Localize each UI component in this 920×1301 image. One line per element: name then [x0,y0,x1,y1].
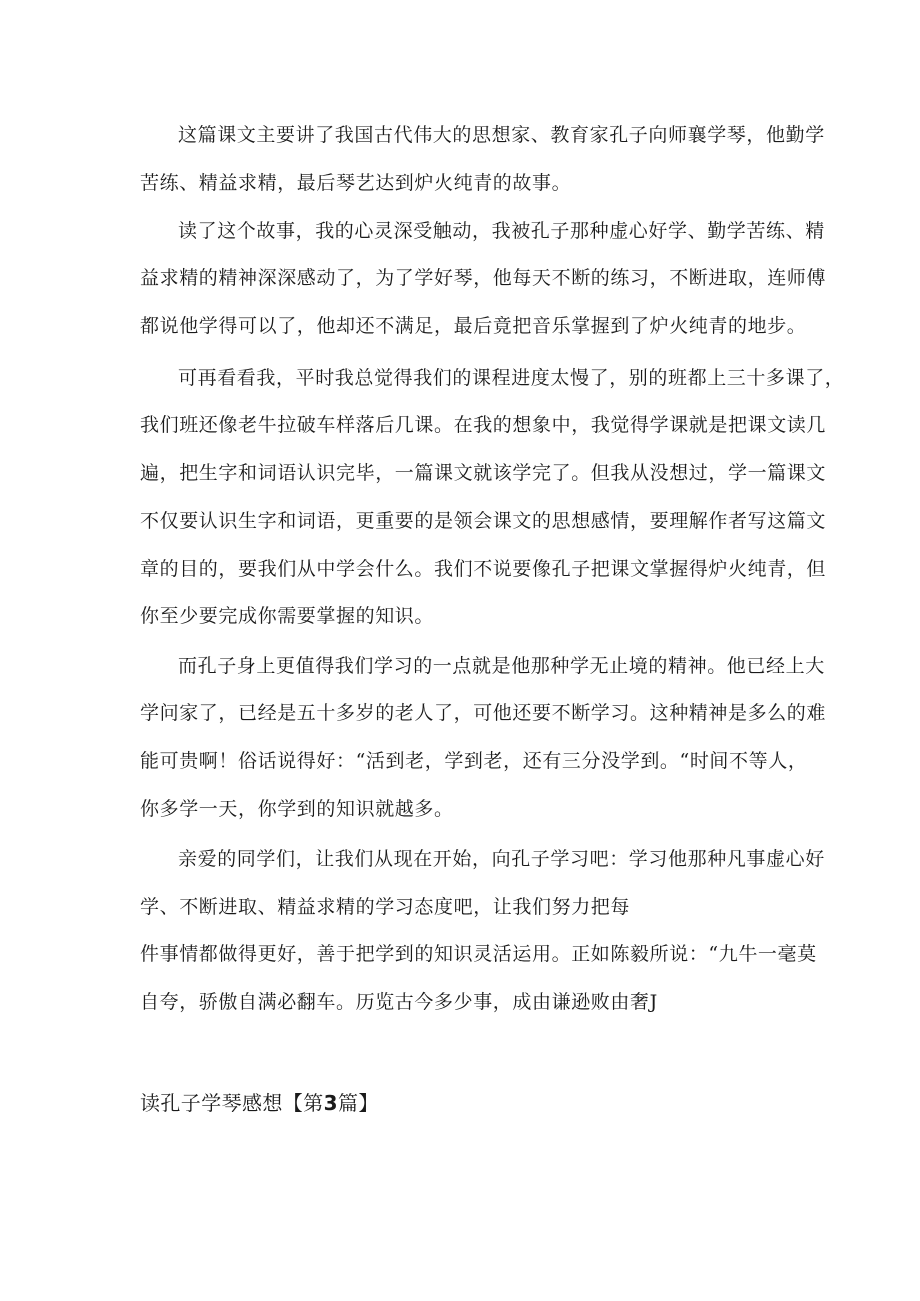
paragraph-4-line-2: 学问家了，已经是五十多岁的老人了，可他还要不断学习。这种精神是多么的难 [140,702,827,724]
paragraph-1-line-2: 苦练、精益求精，最后琴艺达到炉火纯青的故事。 [140,172,572,194]
paragraph-3-line-4: 不仅要认识生字和词语，更重要的是领会课文的思想感情，要理解作者写这篇文 [140,510,827,532]
paragraph-2-line-1: 读了这个故事，我的心灵深受触动，我被孔子那种虚心好学、勤学苦练、精 [178,220,825,242]
paragraph-3-line-2: 我们班还像老牛拉破车样落后几课。在我的想象中，我觉得学课就是把课文读几 [140,414,827,436]
paragraph-2-line-2: 益求精的精神深深感动了，为了学好琴，他每天不断的练习，不断进取，连师傅 [140,267,827,289]
paragraph-4-line-1: 而孔子身上更值得我们学习的一点就是他那种学无止境的精神。他已经上大 [178,655,825,677]
paragraph-4-line-4: 你多学一天，你学到的知识就越多。 [140,798,454,820]
paragraph-5-line-4: 自夸，骄傲自满必翻车。历览古今多少事，成由谦逊败由奢J [140,991,658,1013]
paragraph-1-line-1: 这篇课文主要讲了我国古代伟大的思想家、教育家孔子向师襄学琴，他勤学 [178,124,825,146]
section-heading-suffix: 篇】 [337,1091,379,1115]
paragraph-3-line-5: 章的目的，要我们从中学会什么。我们不说要像孔子把课文掌握得炉火纯青，但 [140,558,827,580]
paragraph-5-line-3: 件事情都做得更好，善于把学到的知识灵活运用。正如陈毅所说：“九牛一毫莫 [140,943,817,965]
paragraph-4-line-3: 能可贵啊！俗话说得好：“活到老，学到老，还有三分没学到。“时间不等人， [140,750,808,772]
paragraph-5-line-1: 亲爱的同学们，让我们从现在开始，向孔子学习吧：学习他那种凡事虚心好 [178,848,825,870]
section-heading-number: 3 [323,1091,338,1115]
paragraph-3-line-1: 可再看看我，平时我总觉得我们的课程进度太慢了，别的班都上三十多课了， [178,367,845,389]
section-heading-prefix: 读孔子学琴感想【第 [140,1091,324,1115]
paragraph-3-line-3: 遍，把生字和词语认识完毕，一篇课文就该学完了。但我从没想过，学一篇课文 [140,462,827,484]
paragraph-5-line-2: 学、不断进取、精益求精的学习态度吧，让我们努力把每 [140,896,631,918]
paragraph-2-line-3: 都说他学得可以了，他却还不满足，最后竟把音乐掌握到了炉火纯青的地步。 [140,315,807,337]
section-heading [140,1090,379,1116]
paragraph-3-line-6: 你至少要完成你需要掌握的知识。 [140,605,435,627]
